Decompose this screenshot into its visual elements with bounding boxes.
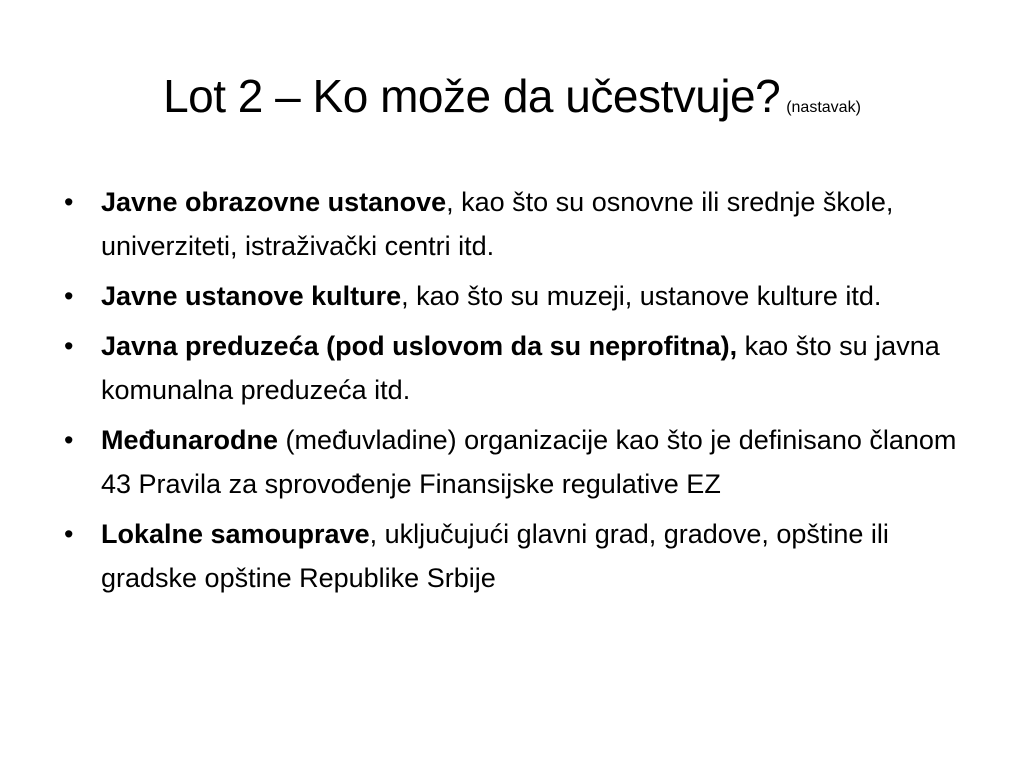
bullet-bold-text: Lokalne samouprave <box>101 519 370 549</box>
bullet-marker: • <box>64 425 74 455</box>
bullet-item-public-education <box>64 180 964 268</box>
bullet-marker: • <box>64 281 74 311</box>
bullet-bold-text: Javna preduzeća (pod uslovom da su neprofitna), <box>101 331 738 361</box>
bullet-text: , kao što su osnovne ili srednje škole, univerziteti, istraživački centri itd. <box>101 187 894 261</box>
slide-title-main: Lot 2 – Ko može da učestvuje? <box>163 70 781 122</box>
bullet-text: , uključujući glavni grad, gradove, opštine ili gradske opštine Republike Srbije <box>101 519 889 593</box>
bullet-bold-text: Javne ustanove kulture <box>101 281 402 311</box>
bullet-marker: • <box>64 519 74 549</box>
bullet-item-international-organizations <box>64 418 964 506</box>
bullet-marker: • <box>64 331 74 361</box>
bullet-bold-text: Javne obrazovne ustanove <box>101 187 447 217</box>
bullet-item-public-culture <box>64 274 964 318</box>
slide-title <box>0 66 1024 138</box>
bullet-list <box>64 180 964 606</box>
bullet-marker: • <box>64 187 74 217</box>
bullet-item-local-self-government <box>64 512 964 600</box>
bullet-text: (međuvladine) organizacije kao što je definisano članom 43 Pravila za sprovođenje Finansijske regulative EZ <box>101 425 957 499</box>
bullet-item-public-enterprises <box>64 324 964 412</box>
bullet-text: , kao što su muzeji, ustanove kulture itd. <box>401 281 882 311</box>
slide-title-note: (nastavak) <box>786 99 861 116</box>
bullet-bold-text: Međunarodne <box>101 425 279 455</box>
bullet-text: kao što su javna komunalna preduzeća itd. <box>101 331 940 405</box>
